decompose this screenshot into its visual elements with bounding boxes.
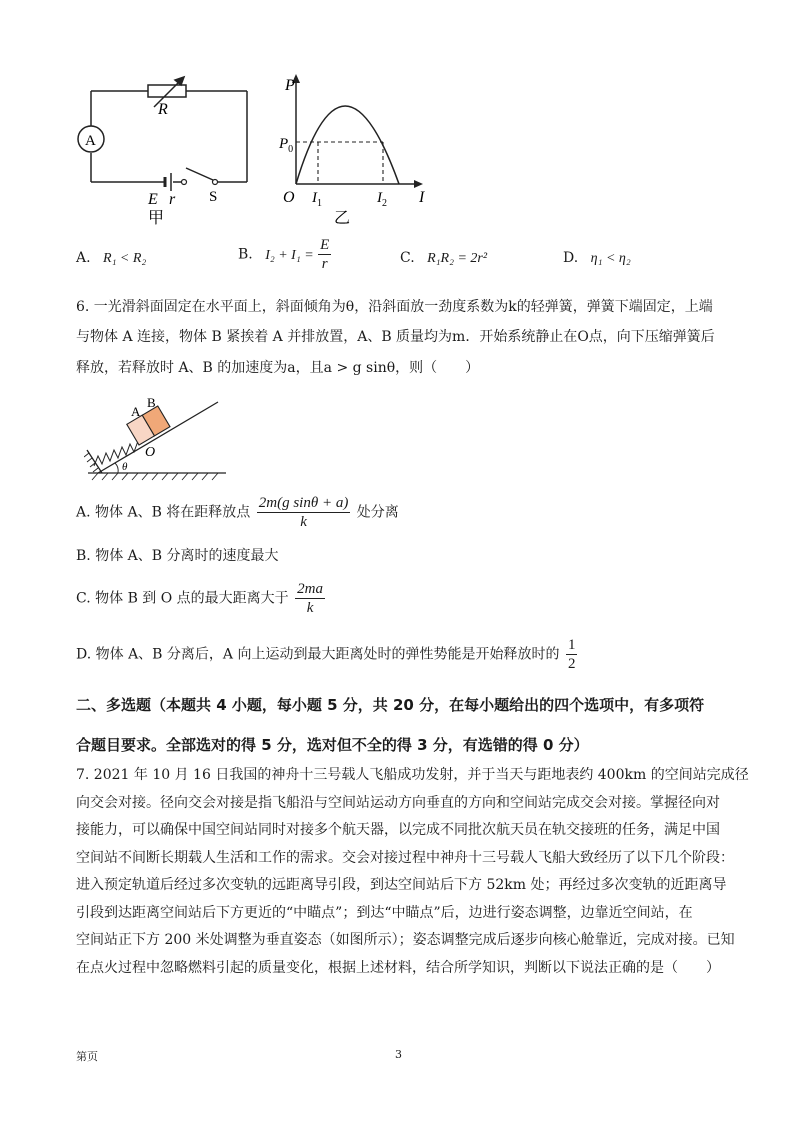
q6-line-1: 6. 一光滑斜面固定在水平面上，斜面倾角为θ，沿斜面放一劲度系数为k的轻弹簧，弹簧下端固定，上端	[76, 299, 713, 315]
page-number: 3	[395, 1048, 402, 1061]
incline-label-a: A	[131, 404, 141, 419]
q7-line: 接能力，可以确保中国空间站同时对接多个航天器，以完成不同批次航天员在轨交接班的任务，满足中国	[76, 822, 720, 838]
incline-angle-label: θ	[122, 461, 128, 473]
graph-origin-label: O	[283, 189, 295, 206]
ammeter-label: A	[85, 133, 96, 149]
q7-line: 空间站正下方 200 米处调整为垂直姿态（如图所示）；姿态调整完成后逐步向核心舱靠近，完成对接。已知	[76, 932, 735, 948]
circuit-caption: 甲	[148, 208, 165, 227]
q7-paragraph	[76, 762, 749, 982]
incline-diagram	[84, 390, 234, 482]
q6-option-c: C. 物体 B 到 O 点的最大距离大于 $\frac{2ma}{k}$	[76, 581, 323, 616]
q6-line-3: 释放，若释放时 A、B 的加速度为a，且a > g sinθ，则（ ）	[76, 360, 480, 376]
internal-r-label: r	[169, 191, 176, 208]
q5-b-fraction: $\frac{E}{r}$	[320, 237, 330, 272]
q6-line-2: 与物体 A 连接，物体 B 紧挨着 A 并排放置，A、B 质量均为m．开始系统静止在O点，向下压缩弹簧后	[76, 329, 715, 345]
graph-p0-label: $P_0$	[279, 136, 294, 155]
q7-line: 引段到达距离空间站后下方更近的“中瞄点”；到达“中瞄点”后，边进行姿态调整，边靠近空间站，在	[76, 904, 693, 921]
q5-option-d: D. η₁ < η₂	[563, 250, 631, 266]
q7-line: 向交会对接。径向交会对接是指飞船沿与空间站运动方向垂直的方向和空间站完成交会对接。掌握径向对	[76, 794, 720, 811]
q5-option-a: A. R₁ < R₂	[76, 250, 147, 266]
graph-y-label: P	[285, 77, 295, 94]
incline-label-o: O	[145, 445, 156, 460]
q6-d-fraction: $\frac{1}{2}$	[567, 637, 576, 672]
graph-caption: 乙	[334, 208, 351, 227]
graph-i1-label: $I_1$	[312, 190, 322, 209]
graph-x-label: I	[419, 189, 425, 206]
q5-option-c: C. R₁R₂ = 2r²	[400, 250, 488, 266]
q6-option-d: D. 物体 A、B 分离后，A 向上运动到最大距离处时的弹性势能是开始释放时的 $\frac{1}{2}$	[76, 637, 576, 672]
q6-a-fraction: $\frac{\text{2m(g sinθ + a)}}{k}$	[258, 495, 349, 530]
section-heading-line-1: 二、多选题（本题共 4 小题，每小题 5 分，共 20 分，在每小题给出的四个选项中，有多项符	[76, 696, 705, 714]
q7-line: 进入预定轨道后经过多次变轨的远距离导引段，到达空间站后下方 52km 处；再经过多次变轨的近距离导	[76, 877, 727, 893]
power-current-graph	[278, 70, 438, 235]
footer-left: 第页	[76, 1050, 98, 1063]
q6-option-b: B. 物体 A、B 分离时的速度最大	[76, 548, 279, 564]
emf-label: E	[148, 191, 158, 208]
circuit-diagram	[70, 70, 260, 230]
section-heading-line-2: 合题目要求。全部选对的得 5 分，选对但不全的得 3 分，有选错的得 0 分）	[76, 736, 589, 754]
incline-label-b: B	[147, 395, 156, 410]
q6-option-a: A. 物体 A、B 将在距释放点 $\frac{\text{2m(g sinθ + a)}}{k}$ 处分离	[76, 495, 399, 530]
resistor-label: R	[158, 101, 168, 118]
q5-option-b: B. I₂ + I₁ = $\frac{E}{r}$	[238, 237, 330, 272]
q7-line: 空间站不间断长期载人生活和工作的需求。交会对接过程中神舟十三号载人飞船大致经历了以下几个阶段：	[76, 849, 734, 866]
q7-line: 7. 2021 年 10 月 16 日我国的神舟十三号载人飞船成功发射，并于当天与距地表约 400km 的空间站完成径	[76, 767, 749, 783]
q6-c-fraction: $\frac{2ma}{k}$	[297, 581, 323, 616]
q7-line: 在点火过程中忽略燃料引起的质量变化，根据上述材料，结合所学知识，判断以下说法正确的是（ ）	[76, 959, 720, 976]
graph-i2-label: $I_2$	[377, 190, 387, 209]
switch-label: S	[209, 189, 218, 205]
